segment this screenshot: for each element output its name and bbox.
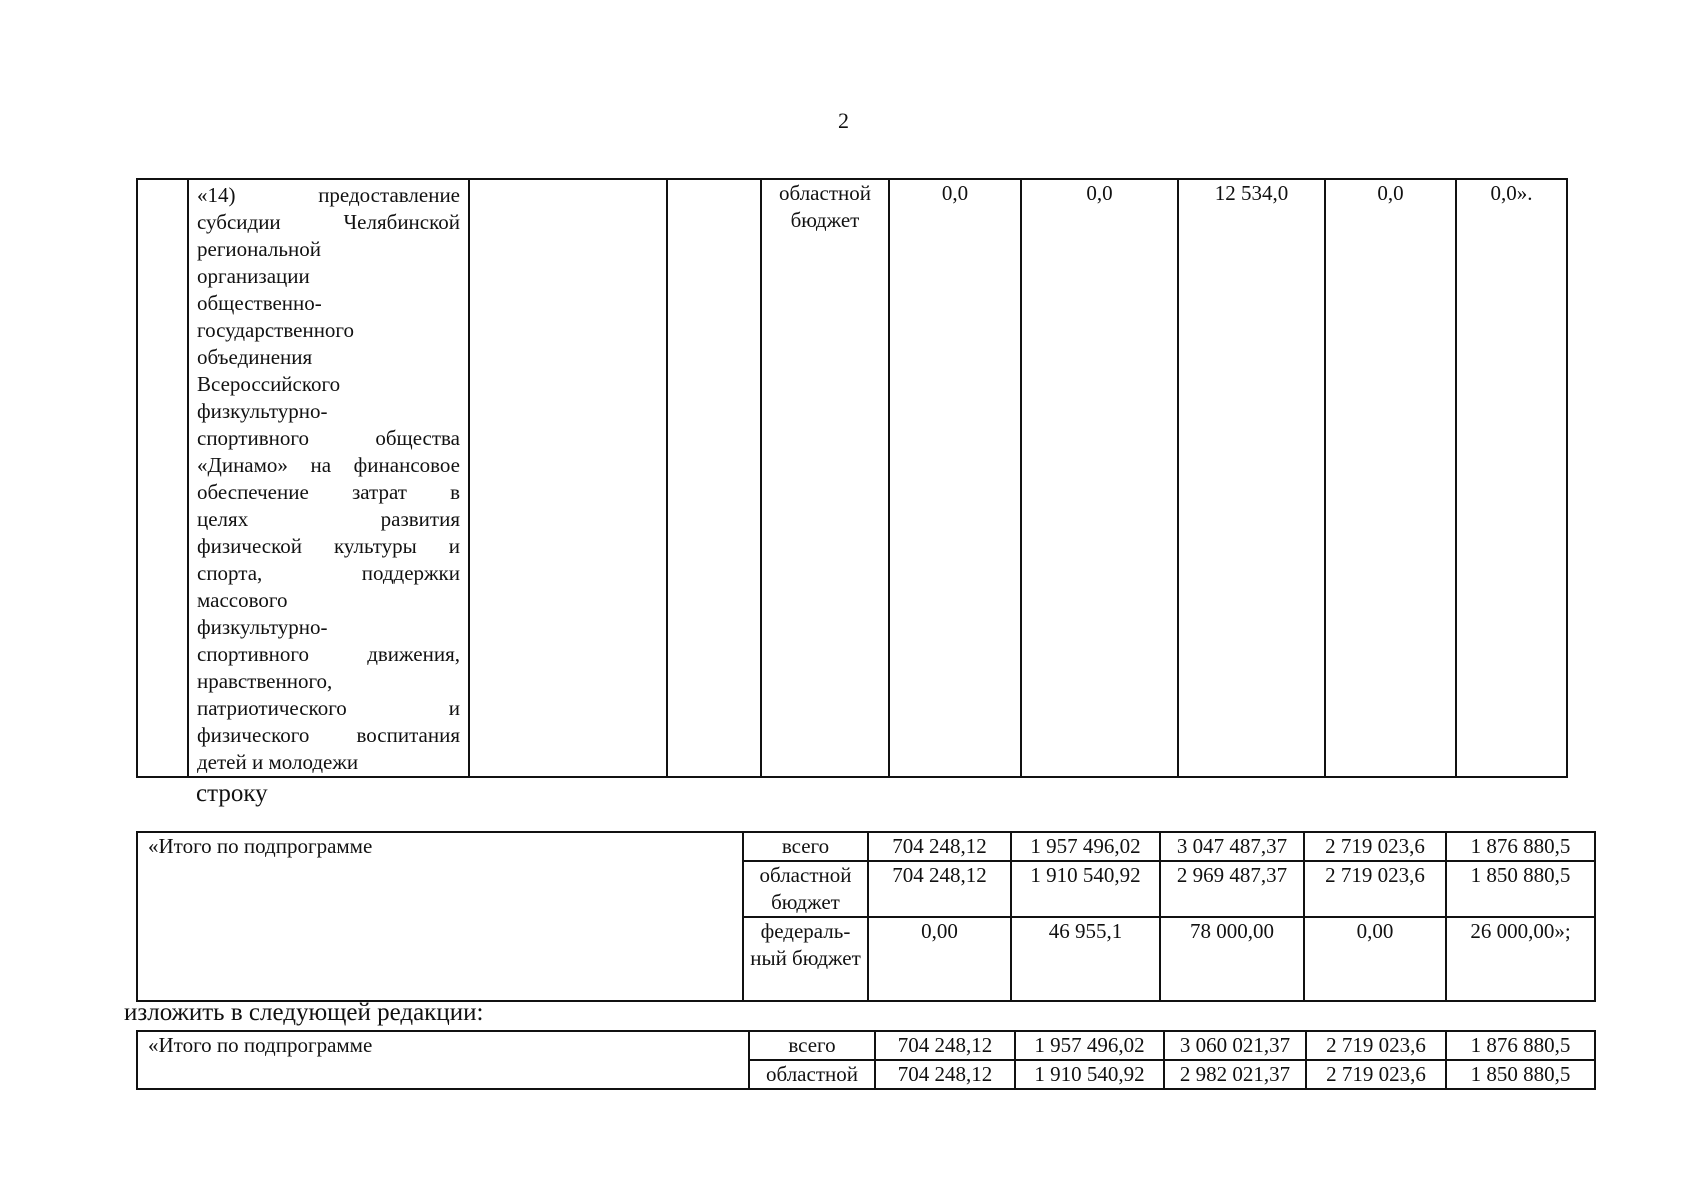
- funding-source: областной: [749, 1060, 875, 1089]
- description-line: общественно-: [197, 291, 322, 315]
- total-new-table: [136, 1030, 1596, 1090]
- description-line: «Динамо» на финансовое: [197, 453, 460, 477]
- value-cell: 78 000,00: [1160, 917, 1304, 1001]
- table-row: [137, 1031, 1595, 1060]
- value-cell: 704 248,12: [875, 1031, 1015, 1060]
- funding-source: федераль-ный бюджет: [743, 917, 868, 1001]
- description-line: спорта, поддержки: [197, 561, 460, 585]
- value-cell: 0,00: [1304, 917, 1446, 1001]
- description-line: «14) предоставление: [197, 183, 460, 207]
- description-line: организации: [197, 264, 310, 288]
- description-line: целях развития: [197, 507, 460, 531]
- funding-source: областной бюджет: [761, 179, 889, 777]
- value-cell: 2 719 023,6: [1306, 1060, 1446, 1089]
- total-old-table: [136, 831, 1596, 1002]
- value-cell: 1 876 880,5: [1446, 832, 1595, 861]
- value-cell: 2 982 021,37: [1164, 1060, 1306, 1089]
- empty-cell: [667, 179, 761, 777]
- value-cell: 2 719 023,6: [1304, 832, 1446, 861]
- value-cell: 0,0: [1325, 179, 1456, 777]
- empty-cell: [469, 179, 667, 777]
- value-cell: 1 850 880,5: [1446, 861, 1595, 917]
- value-cell: 26 000,00»;: [1446, 917, 1595, 1001]
- description-line: субсидии Челябинской: [197, 210, 460, 234]
- value-cell: 1 910 540,92: [1015, 1060, 1164, 1089]
- value-cell: 1 910 540,92: [1011, 861, 1160, 917]
- value-cell: 0,00: [868, 917, 1011, 1001]
- value-cell: 2 969 487,37: [1160, 861, 1304, 917]
- item-description: [197, 182, 460, 776]
- description-line: объединения: [197, 345, 313, 369]
- description-line: физкультурно-: [197, 615, 328, 639]
- item-row: [137, 179, 1567, 777]
- funding-source: областной бюджет: [743, 861, 868, 917]
- value-cell: 2 719 023,6: [1304, 861, 1446, 917]
- replace-text: строку: [196, 780, 268, 807]
- value-cell: 12 534,0: [1178, 179, 1325, 777]
- value-cell: 1 876 880,5: [1446, 1031, 1595, 1060]
- description-line: детей и молодежи: [197, 750, 359, 774]
- description-line: патриотического и: [197, 696, 460, 720]
- value-cell: 3 047 487,37: [1160, 832, 1304, 861]
- description-line: Всероссийского: [197, 372, 341, 396]
- item-description-cell: [188, 179, 469, 777]
- value-cell: 1 957 496,02: [1011, 832, 1160, 861]
- total-label: «Итого по подпрограмме: [137, 1031, 749, 1089]
- value-cell: 2 719 023,6: [1306, 1031, 1446, 1060]
- value-cell: 704 248,12: [868, 861, 1011, 917]
- description-line: спортивного движения,: [197, 642, 460, 666]
- value-cell: 46 955,1: [1011, 917, 1160, 1001]
- description-line: спортивного общества: [197, 426, 460, 450]
- description-line: нравственного,: [197, 669, 333, 693]
- new-edition-text: изложить в следующей редакции:: [124, 999, 484, 1026]
- value-cell: 1 957 496,02: [1015, 1031, 1164, 1060]
- description-line: физической культуры и: [197, 534, 460, 558]
- value-cell: 0,0: [889, 179, 1021, 777]
- funding-source: всего: [743, 832, 868, 861]
- description-line: физкультурно-: [197, 399, 328, 423]
- description-line: государственного: [197, 318, 355, 342]
- description-line: региональной: [197, 237, 321, 261]
- page-number: 2: [838, 108, 849, 133]
- value-cell: 0,0».: [1456, 179, 1567, 777]
- value-cell: 704 248,12: [875, 1060, 1015, 1089]
- table-row: [137, 832, 1595, 861]
- total-label: «Итого по подпрограмме: [137, 832, 743, 1001]
- value-cell: 0,0: [1021, 179, 1178, 777]
- funding-source: всего: [749, 1031, 875, 1060]
- value-cell: 3 060 021,37: [1164, 1031, 1306, 1060]
- empty-cell: [137, 179, 188, 777]
- value-cell: 1 850 880,5: [1446, 1060, 1595, 1089]
- value-cell: 704 248,12: [868, 832, 1011, 861]
- description-line: обеспечение затрат в: [197, 480, 460, 504]
- description-line: физического воспитания: [197, 723, 460, 747]
- description-line: массового: [197, 588, 288, 612]
- subprogram-item-table: [136, 178, 1568, 778]
